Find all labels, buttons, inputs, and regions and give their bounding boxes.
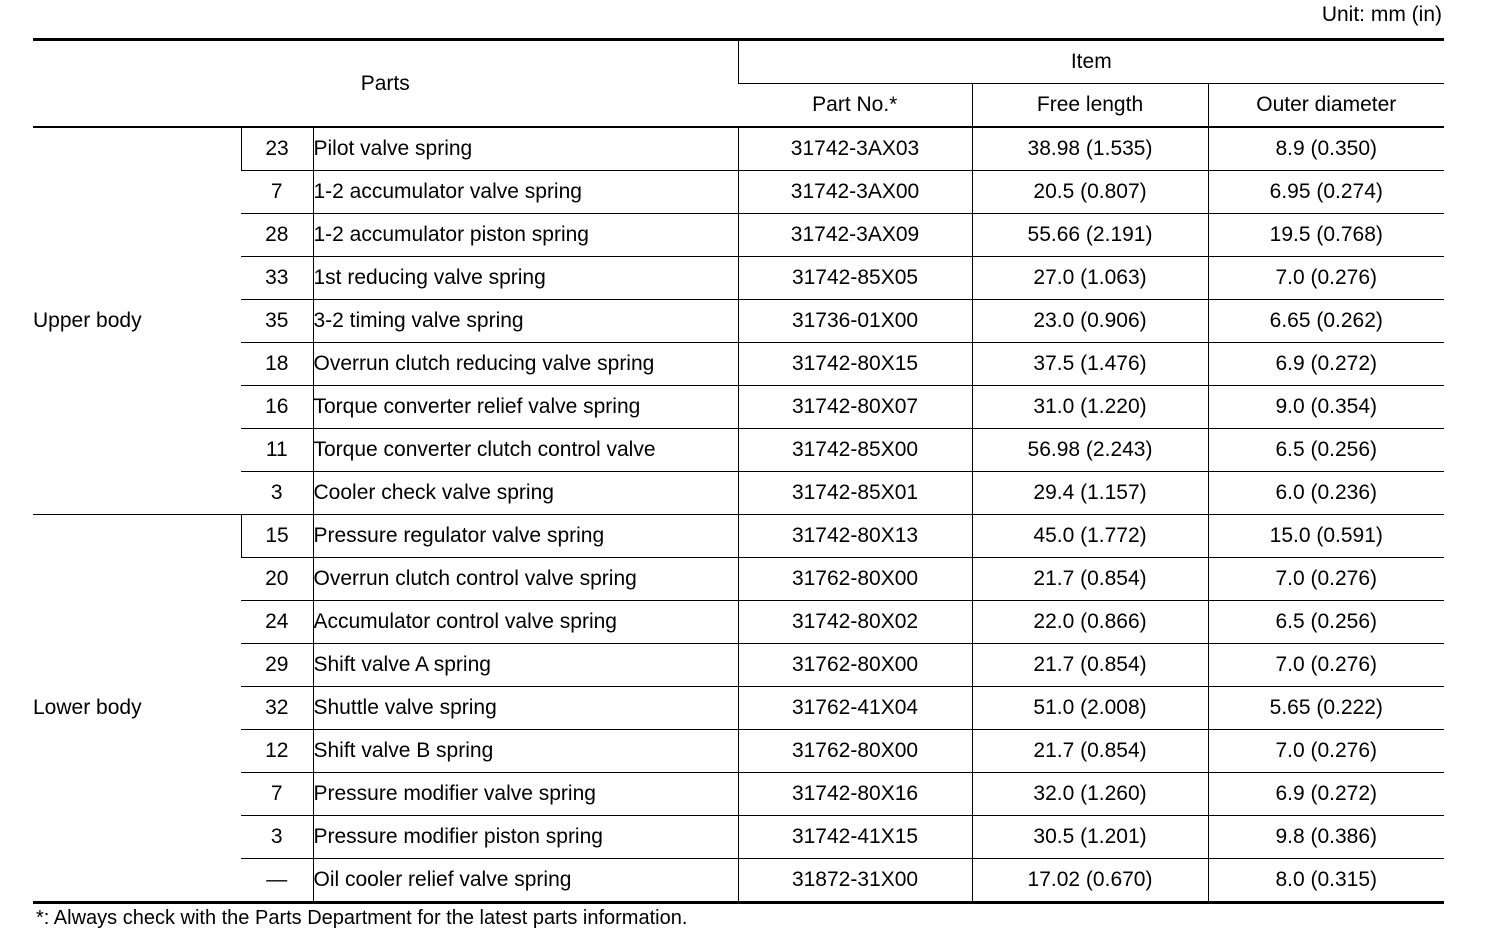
part-name: Oil cooler relief valve spring bbox=[313, 859, 738, 903]
table-row bbox=[33, 386, 1444, 429]
part-number: 31742-3AX03 bbox=[738, 127, 972, 171]
part-name: Torque converter relief valve spring bbox=[313, 386, 738, 429]
free-length-value: 32.0 (1.260) bbox=[972, 773, 1208, 816]
part-name: 1-2 accumulator piston spring bbox=[313, 214, 738, 257]
part-name: 1st reducing valve spring bbox=[313, 257, 738, 300]
table-row bbox=[33, 687, 1444, 730]
table-row bbox=[33, 644, 1444, 687]
free-length-value: 30.5 (1.201) bbox=[972, 816, 1208, 859]
part-name: Cooler check valve spring bbox=[313, 472, 738, 515]
item-number: 32 bbox=[241, 687, 313, 730]
table-row bbox=[33, 773, 1444, 816]
item-number: 11 bbox=[241, 429, 313, 472]
free-length-value: 31.0 (1.220) bbox=[972, 386, 1208, 429]
outer-diameter-value: 9.0 (0.354) bbox=[1208, 386, 1444, 429]
outer-diameter-value: 7.0 (0.276) bbox=[1208, 730, 1444, 773]
free-length-value: 23.0 (0.906) bbox=[972, 300, 1208, 343]
part-number: 31762-41X04 bbox=[738, 687, 972, 730]
table-row bbox=[33, 257, 1444, 300]
part-number: 31742-80X13 bbox=[738, 515, 972, 558]
free-length-value: 17.02 (0.670) bbox=[972, 859, 1208, 903]
part-name: 1-2 accumulator valve spring bbox=[313, 171, 738, 214]
table-row bbox=[33, 558, 1444, 601]
outer-diameter-value: 15.0 (0.591) bbox=[1208, 515, 1444, 558]
free-length-value: 29.4 (1.157) bbox=[972, 472, 1208, 515]
item-number: 3 bbox=[241, 472, 313, 515]
part-number: 31742-41X15 bbox=[738, 816, 972, 859]
item-number: 15 bbox=[241, 515, 313, 558]
part-number: 31742-85X05 bbox=[738, 257, 972, 300]
part-number: 31762-80X00 bbox=[738, 558, 972, 601]
table-row bbox=[33, 343, 1444, 386]
outer-diameter-value: 6.5 (0.256) bbox=[1208, 429, 1444, 472]
part-name: Pressure regulator valve spring bbox=[313, 515, 738, 558]
part-name: Pressure modifier piston spring bbox=[313, 816, 738, 859]
part-number: 31742-80X15 bbox=[738, 343, 972, 386]
item-number: — bbox=[241, 859, 313, 903]
table-row bbox=[33, 515, 1444, 558]
table-row bbox=[33, 472, 1444, 515]
free-length-value: 51.0 (2.008) bbox=[972, 687, 1208, 730]
outer-diameter-value: 8.9 (0.350) bbox=[1208, 127, 1444, 171]
outer-diameter-value: 5.65 (0.222) bbox=[1208, 687, 1444, 730]
outer-diameter-value: 6.5 (0.256) bbox=[1208, 601, 1444, 644]
footnote: *: Always check with the Parts Department for the latest parts information. bbox=[36, 907, 688, 929]
part-name: Pressure modifier valve spring bbox=[313, 773, 738, 816]
outer-diameter-value: 19.5 (0.768) bbox=[1208, 214, 1444, 257]
item-header: Item bbox=[738, 40, 1444, 84]
part-name: Shift valve A spring bbox=[313, 644, 738, 687]
item-number: 24 bbox=[241, 601, 313, 644]
outer-diameter-value: 6.9 (0.272) bbox=[1208, 343, 1444, 386]
item-number: 33 bbox=[241, 257, 313, 300]
part-name: Torque converter clutch control valve bbox=[313, 429, 738, 472]
free-length-value: 22.0 (0.866) bbox=[972, 601, 1208, 644]
outer-diameter-header: Outer diameter bbox=[1208, 84, 1444, 128]
table-row bbox=[33, 127, 1444, 171]
table-row bbox=[33, 601, 1444, 644]
part-name: Shuttle valve spring bbox=[313, 687, 738, 730]
item-number: 7 bbox=[241, 171, 313, 214]
free-length-value: 45.0 (1.772) bbox=[972, 515, 1208, 558]
part-number: 31762-80X00 bbox=[738, 644, 972, 687]
outer-diameter-value: 7.0 (0.276) bbox=[1208, 257, 1444, 300]
table-row bbox=[33, 730, 1444, 773]
part-number: 31742-85X00 bbox=[738, 429, 972, 472]
outer-diameter-value: 8.0 (0.315) bbox=[1208, 859, 1444, 903]
item-number: 29 bbox=[241, 644, 313, 687]
outer-diameter-value: 6.65 (0.262) bbox=[1208, 300, 1444, 343]
free-length-header: Free length bbox=[972, 84, 1208, 128]
part-number: 31742-80X16 bbox=[738, 773, 972, 816]
part-number: 31742-3AX09 bbox=[738, 214, 972, 257]
spring-spec-table bbox=[33, 38, 1444, 904]
table-header bbox=[33, 40, 1444, 128]
part-name: Accumulator control valve spring bbox=[313, 601, 738, 644]
free-length-value: 27.0 (1.063) bbox=[972, 257, 1208, 300]
item-number: 28 bbox=[241, 214, 313, 257]
outer-diameter-value: 6.95 (0.274) bbox=[1208, 171, 1444, 214]
part-name: 3-2 timing valve spring bbox=[313, 300, 738, 343]
free-length-value: 21.7 (0.854) bbox=[972, 644, 1208, 687]
part-number: 31742-3AX00 bbox=[738, 171, 972, 214]
free-length-value: 38.98 (1.535) bbox=[972, 127, 1208, 171]
table-row bbox=[33, 300, 1444, 343]
table-row bbox=[33, 859, 1444, 903]
outer-diameter-value: 6.9 (0.272) bbox=[1208, 773, 1444, 816]
free-length-value: 20.5 (0.807) bbox=[972, 171, 1208, 214]
unit-label: Unit: mm (in) bbox=[1321, 3, 1442, 26]
item-number: 23 bbox=[241, 127, 313, 171]
part-name: Overrun clutch reducing valve spring bbox=[313, 343, 738, 386]
outer-diameter-value: 7.0 (0.276) bbox=[1208, 644, 1444, 687]
part-number: 31742-80X07 bbox=[738, 386, 972, 429]
outer-diameter-value: 6.0 (0.236) bbox=[1208, 472, 1444, 515]
item-number: 35 bbox=[241, 300, 313, 343]
part-number: 31736-01X00 bbox=[738, 300, 972, 343]
part-name: Overrun clutch control valve spring bbox=[313, 558, 738, 601]
item-number: 12 bbox=[241, 730, 313, 773]
part-number: 31762-80X00 bbox=[738, 730, 972, 773]
part-name: Pilot valve spring bbox=[313, 127, 738, 171]
free-length-value: 37.5 (1.476) bbox=[972, 343, 1208, 386]
table-row bbox=[33, 171, 1444, 214]
table-row bbox=[33, 429, 1444, 472]
item-number: 16 bbox=[241, 386, 313, 429]
part-number: 31872-31X00 bbox=[738, 859, 972, 903]
free-length-value: 21.7 (0.854) bbox=[972, 558, 1208, 601]
part-no-header: Part No.* bbox=[738, 84, 972, 128]
item-number: 18 bbox=[241, 343, 313, 386]
table-body bbox=[33, 127, 1444, 903]
part-name: Shift valve B spring bbox=[313, 730, 738, 773]
free-length-value: 56.98 (2.243) bbox=[972, 429, 1208, 472]
group-label: Upper body bbox=[33, 127, 241, 515]
item-number: 7 bbox=[241, 773, 313, 816]
group-label: Lower body bbox=[33, 515, 241, 903]
parts-header: Parts bbox=[33, 40, 738, 128]
item-number: 3 bbox=[241, 816, 313, 859]
table-row bbox=[33, 816, 1444, 859]
table-row bbox=[33, 214, 1444, 257]
item-number: 20 bbox=[241, 558, 313, 601]
outer-diameter-value: 7.0 (0.276) bbox=[1208, 558, 1444, 601]
part-number: 31742-85X01 bbox=[738, 472, 972, 515]
free-length-value: 55.66 (2.191) bbox=[972, 214, 1208, 257]
free-length-value: 21.7 (0.854) bbox=[972, 730, 1208, 773]
outer-diameter-value: 9.8 (0.386) bbox=[1208, 816, 1444, 859]
part-number: 31742-80X02 bbox=[738, 601, 972, 644]
